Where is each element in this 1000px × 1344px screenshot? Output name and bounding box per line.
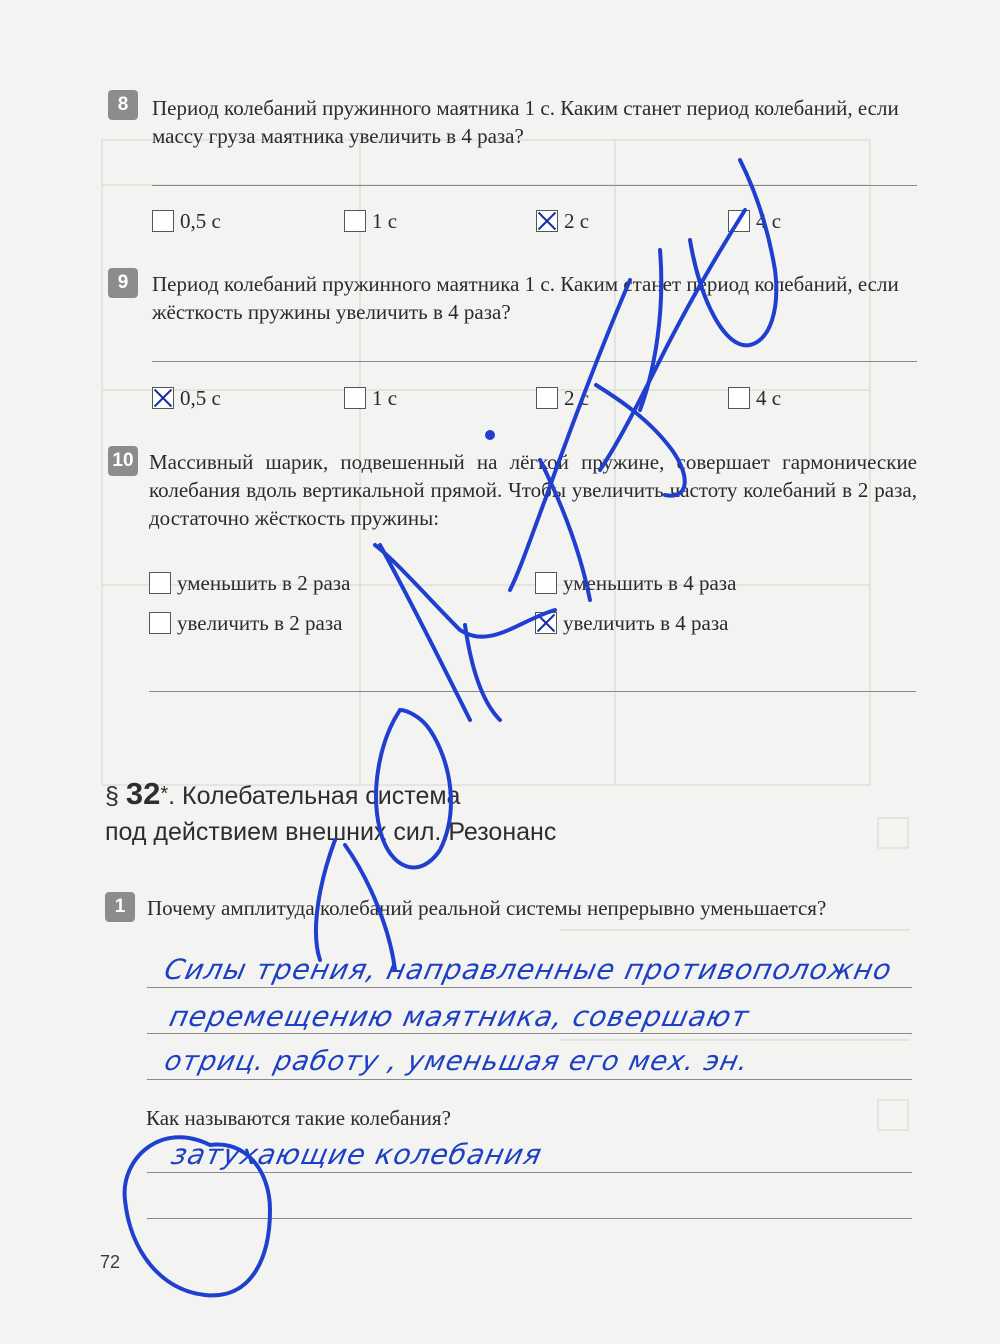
checkbox[interactable] (536, 210, 558, 232)
option-label: 4 с (756, 386, 782, 410)
answer-line (147, 1079, 912, 1080)
q10-option-3[interactable] (149, 610, 343, 636)
section-star: * (160, 783, 169, 805)
section-heading (105, 776, 665, 850)
question-number-9: 9 (108, 268, 138, 298)
question-9-text: Период колебаний пружинного маятника 1 с. Каким станет период колебаний, если жёсткость пружины увеличить в 4 раза? (152, 272, 899, 324)
option-label: уменьшить в 4 раза (563, 571, 737, 595)
q8-option-1[interactable] (152, 208, 221, 234)
scribble-stroke (465, 625, 500, 720)
q8-option-2[interactable] (344, 208, 397, 234)
option-label: 4 с (756, 209, 782, 233)
option-label: увеличить в 4 раза (563, 611, 729, 635)
answer-line (152, 361, 917, 362)
scribble-stroke (510, 280, 630, 590)
followup-question: Как называются такие колебания? (146, 1106, 451, 1130)
checkbox[interactable] (152, 387, 174, 409)
checkbox[interactable] (535, 572, 557, 594)
question-number-1: 1 (105, 892, 135, 922)
answer-line (147, 1172, 912, 1173)
checkbox[interactable] (149, 612, 171, 634)
scribble-dot (485, 430, 495, 440)
answer-line (147, 987, 912, 988)
question-8-text: Период колебаний пружинного маятника 1 с. Каким станет период колебаний, если массу груза маятника увеличить в 4 раза? (152, 96, 899, 148)
handwritten-followup-answer: затухающие колебания (168, 1138, 546, 1171)
q10-option-1[interactable] (149, 570, 350, 596)
q8-option-3[interactable] (536, 208, 589, 234)
checkbox[interactable] (344, 387, 366, 409)
option-label: увеличить в 2 раза (177, 611, 343, 635)
checkbox[interactable] (535, 612, 557, 634)
checkbox[interactable] (344, 210, 366, 232)
checkbox[interactable] (728, 387, 750, 409)
section-sign: § (105, 782, 126, 810)
checkbox[interactable] (152, 210, 174, 232)
question-number-8: 8 (108, 90, 138, 120)
section-number: 32 (125, 776, 161, 811)
handwritten-answer-line-3: отриц. работу , уменьшая его мех. эн. (161, 1046, 752, 1077)
section-title-1: . Колебательная система (168, 782, 461, 810)
q9-option-4[interactable] (728, 385, 781, 411)
answer-line (152, 185, 917, 186)
handwritten-answer-line-2: перемещению маятника, совершают (166, 1000, 753, 1033)
q9-option-1[interactable] (152, 385, 221, 411)
checkbox[interactable] (728, 210, 750, 232)
q10-option-2[interactable] (535, 570, 736, 596)
option-label: 1 с (372, 209, 398, 233)
scribble-stroke (600, 210, 745, 470)
q9-option-2[interactable] (344, 385, 397, 411)
question-number-10: 10 (108, 446, 138, 476)
section-heading-line-1 (105, 776, 665, 814)
option-label: 1 с (372, 386, 398, 410)
answer-line (147, 1033, 912, 1034)
section-title-2: под действием внешних сил. Резонанс (105, 818, 557, 846)
q8-option-4[interactable] (728, 208, 781, 234)
q10-option-4[interactable] (535, 610, 729, 636)
answer-line (149, 691, 916, 692)
scribble-stroke (375, 545, 555, 637)
q9-option-3[interactable] (536, 385, 589, 411)
question-10-text: Массивный шарик, подвешенный на лёгкой пружине, совершает гармонические колебания вдоль вертикальной прямой. Чтобы увеличить частоту колебаний в 2 раза, достаточно жёсткость пружины: (149, 450, 917, 530)
scribble-stroke (380, 545, 470, 720)
option-label: уменьшить в 2 раза (177, 571, 351, 595)
option-label: 0,5 с (180, 209, 221, 233)
option-label: 2 с (564, 386, 590, 410)
handwritten-answer-line-1: Силы трения, направленные противоположно (161, 953, 896, 986)
answer-line (147, 1218, 912, 1219)
question-1-text: Почему амплитуда колебаний реальной системы непрерывно уменьшается? (147, 896, 827, 920)
page-number: 72 (100, 1252, 121, 1272)
option-label: 0,5 с (180, 386, 221, 410)
checkbox[interactable] (149, 572, 171, 594)
checkbox[interactable] (536, 387, 558, 409)
option-label: 2 с (564, 209, 590, 233)
